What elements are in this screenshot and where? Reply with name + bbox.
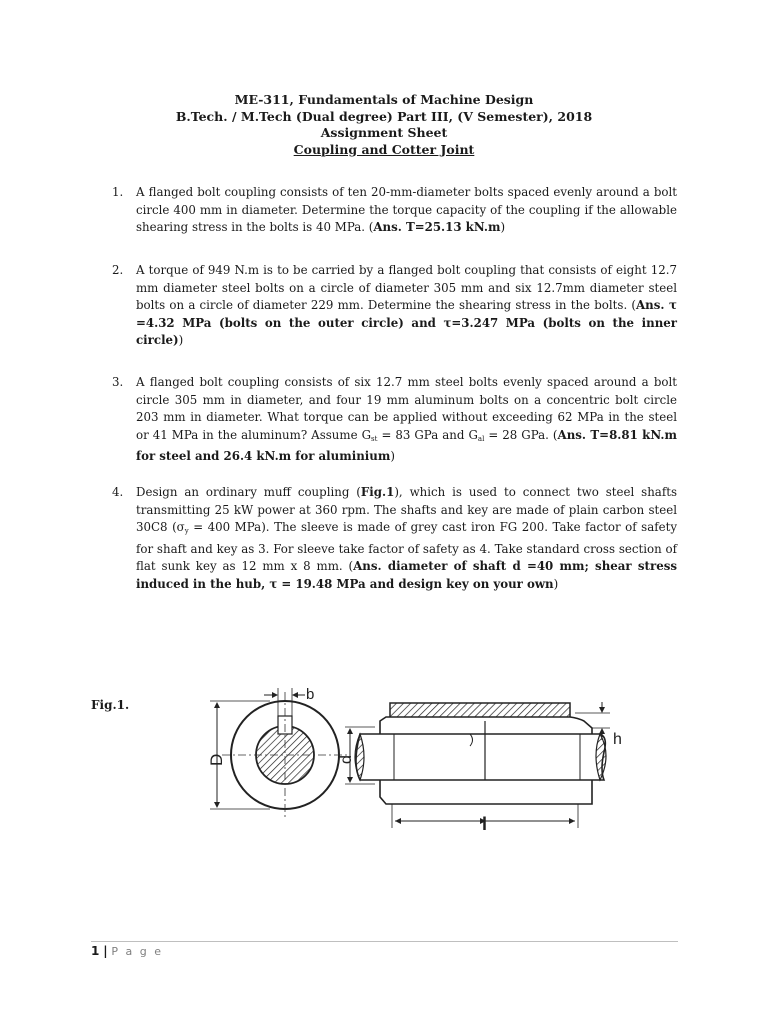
page-number: 1 xyxy=(91,944,100,958)
label-D: D xyxy=(207,753,226,766)
subscript: st xyxy=(371,434,378,443)
course-title: ME-311, Fundamentals of Machine Design xyxy=(234,92,534,107)
question-1 xyxy=(112,184,677,237)
subscript: y xyxy=(184,527,189,535)
question-text: = 83 GPa and G xyxy=(377,427,478,442)
question-4 xyxy=(112,484,677,593)
question-3 xyxy=(112,374,677,466)
muff-coupling-diagram xyxy=(200,680,640,840)
question-text: A flanged bolt coupling consists of ten 20-mm-diameter bolts spaced evenly around a bolt circle 400 mm in diameter. Determine the torque capacity of the coupling if the allowable shearing stress in the bolts is 40 MPa. ( xyxy=(136,185,677,234)
question-body xyxy=(136,374,677,466)
sheet-type: Assignment Sheet xyxy=(320,125,448,140)
page-word: P a g e xyxy=(111,945,164,958)
answer-text: Ans. T=25.13 kN.m xyxy=(373,220,501,234)
answer-text: Ans. τ =4.32 MPa (bolts on the outer circle) and τ=3.247 MPa (bolts on the inner circle) xyxy=(136,298,677,347)
question-close: ) xyxy=(390,449,395,463)
question-number: 3. xyxy=(112,375,124,389)
question-number: 1. xyxy=(112,185,124,199)
answer-text: Ans. diameter of shaft d =40 mm; shear stress induced in the hub, τ = 19.48 MPa and design key on your own xyxy=(136,559,677,591)
sheet-topic: Coupling and Cotter Joint xyxy=(293,141,475,157)
figure-reference: Fig.1 xyxy=(360,485,395,499)
question-close: ) xyxy=(500,220,506,234)
question-text: ), which is used to connect two steel shafts transmitting 25 kW power at 360 rpm. The shafts and key are made of plain carbon steel 30C8 (σ xyxy=(136,485,677,534)
question-body xyxy=(136,484,677,593)
label-h: h xyxy=(613,731,622,748)
page-footer xyxy=(91,944,163,958)
question-text: A torque of 949 N.m is to be carried by a flanged bolt coupling that consists of eight 12.7 mm diameter steel bolts on a circle of diameter 305 mm and six 12.7mm diameter steel bolts on a circle of diameter 229 mm. Determine the shearing stress in the bolts. ( xyxy=(136,263,677,312)
question-text: = 28 GPa. ( xyxy=(484,427,558,442)
figure-caption: Fig.1. xyxy=(91,698,130,712)
question-number: 4. xyxy=(112,485,124,499)
question-close: ) xyxy=(178,333,184,347)
question-body xyxy=(136,262,677,350)
question-2 xyxy=(112,262,677,350)
label-d: d xyxy=(338,755,355,764)
question-body xyxy=(136,184,677,237)
footer-separator: | xyxy=(103,944,108,958)
subscript: al xyxy=(477,434,485,443)
answer-text: Ans. T=8.81 kN.m for steel and 26.4 kN.m for aluminium xyxy=(136,427,677,463)
program-line: B.Tech. / M.Tech (Dual degree) Part III, (V Semester), 2018 xyxy=(175,108,593,124)
question-number: 2. xyxy=(112,263,124,277)
footer-divider xyxy=(91,941,678,942)
question-text: A flanged bolt coupling consists of six 12.7 mm steel bolts evenly spaced around a bolt circle 305 mm in diameter, and four 19 mm aluminum bolts on a concentric bolt circle 203 mm in diameter. What torque can be applied without exceeding 62 MPa in the steel or 41 MPa in the aluminum? Assume G xyxy=(136,375,677,442)
question-text: = 400 MPa). The sleeve is made of grey cast iron FG 200. Take factor of safety for shaft and key as 3. For sleeve take factor of safety as 4. Take standard cross section of flat sunk key as 12 mm x 8 mm. ( xyxy=(136,520,678,573)
end-view xyxy=(210,688,348,818)
label-l: l xyxy=(482,814,488,834)
label-b: b xyxy=(306,686,315,703)
side-view xyxy=(345,702,610,828)
question-text: Design an ordinary muff coupling ( xyxy=(136,485,361,499)
question-close: ) xyxy=(553,576,559,591)
document-header xyxy=(0,92,768,158)
